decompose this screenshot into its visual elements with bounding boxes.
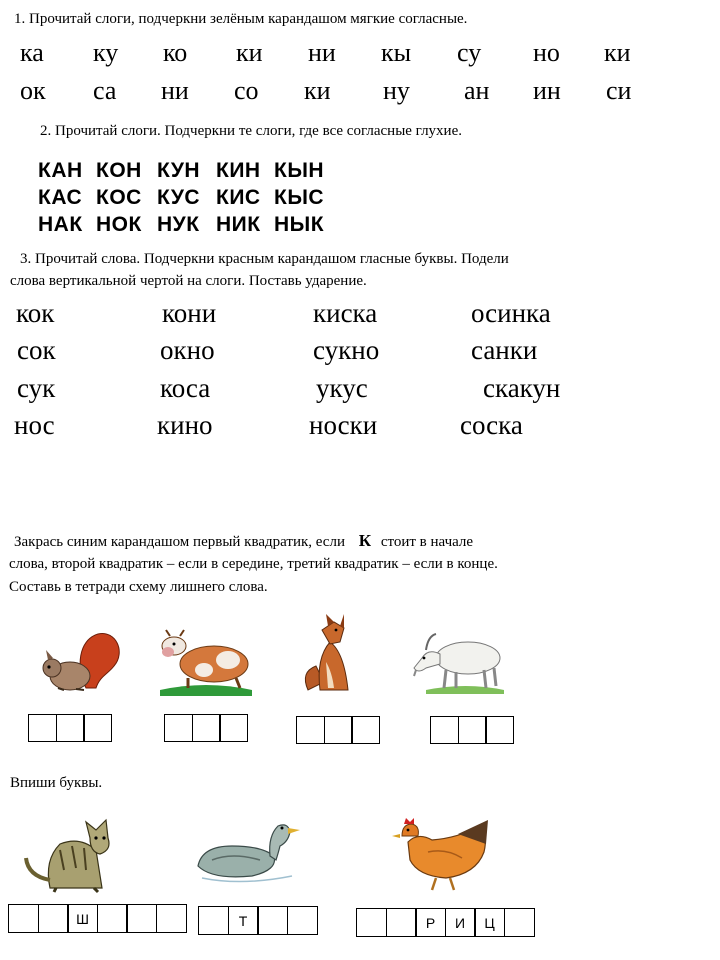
cat-letter-boxes xyxy=(8,904,185,932)
answer-box[interactable] xyxy=(83,714,112,742)
word: кок xyxy=(16,298,55,328)
answer-box[interactable] xyxy=(324,716,353,744)
word: сок xyxy=(17,335,56,365)
syllable: ин xyxy=(533,76,561,105)
word: укус xyxy=(316,373,368,403)
syllable-bold: НИК xyxy=(216,213,261,236)
syllable: ну xyxy=(383,76,410,105)
fox-boxes xyxy=(296,716,379,744)
syllable: ан xyxy=(464,76,490,105)
letter-box[interactable]: Р xyxy=(415,908,446,937)
hen-letter-boxes xyxy=(356,908,533,936)
task4-letter: К xyxy=(358,531,372,550)
syllable: си xyxy=(606,76,632,105)
word: соска xyxy=(460,410,523,440)
duck-picture xyxy=(192,816,302,886)
letter-box[interactable] xyxy=(386,908,417,937)
syllable-bold: КУС xyxy=(157,186,201,209)
word: киска xyxy=(313,298,378,328)
fox-picture xyxy=(300,612,362,694)
letter-box[interactable] xyxy=(156,904,187,933)
word: кино xyxy=(157,410,213,440)
word: осинка xyxy=(471,298,551,328)
squirrel-picture xyxy=(36,628,126,698)
word: носки xyxy=(309,410,378,440)
cat-picture xyxy=(20,810,120,892)
task4-instruction-line1 xyxy=(14,530,473,553)
syllable: ка xyxy=(20,38,44,67)
syllable-bold: КИН xyxy=(216,159,261,182)
syllable: ку xyxy=(93,38,119,67)
answer-box[interactable] xyxy=(56,714,85,742)
syllable: но xyxy=(533,38,560,67)
cow-boxes xyxy=(164,714,247,742)
task3-instruction-line1: 3. Прочитай слова. Подчеркни красным карандашом гласные буквы. Подели xyxy=(20,251,509,267)
task4-line1-suffix: стоит в начале xyxy=(380,534,474,550)
syllable-bold: КЫН xyxy=(274,159,325,182)
syllable: кы xyxy=(381,38,412,67)
letter-box[interactable]: И xyxy=(445,908,476,937)
duck-letter-boxes xyxy=(198,906,316,934)
answer-box[interactable] xyxy=(164,714,193,742)
answer-box[interactable] xyxy=(458,716,487,744)
syllable: со xyxy=(234,76,259,105)
syllable-bold: НЫК xyxy=(274,213,325,236)
letter-box[interactable]: Ш xyxy=(67,904,98,933)
answer-box[interactable] xyxy=(219,714,248,742)
letter-box[interactable] xyxy=(198,906,229,935)
letter-box[interactable]: Ц xyxy=(474,908,505,937)
word: коса xyxy=(160,373,211,403)
cow-picture xyxy=(156,624,256,696)
syllable: су xyxy=(457,38,482,67)
task5-instruction: Впиши буквы. xyxy=(10,775,103,791)
hen-picture xyxy=(388,812,498,894)
syllable: ки xyxy=(236,38,263,67)
answer-box[interactable] xyxy=(485,716,514,744)
letter-box[interactable] xyxy=(8,904,39,933)
answer-box[interactable] xyxy=(430,716,459,744)
syllable-bold: КИС xyxy=(216,186,261,209)
answer-box[interactable] xyxy=(351,716,380,744)
word: сук xyxy=(17,373,56,403)
syllable-bold: КЫС xyxy=(274,186,325,209)
syllable-bold: КОН xyxy=(96,159,142,182)
syllable-bold: НУК xyxy=(157,213,200,236)
word: скакун xyxy=(483,373,561,403)
task2-instruction: 2. Прочитай слоги. Подчеркни те слоги, где все согласные глухие. xyxy=(40,123,462,139)
syllable-bold: КАС xyxy=(38,186,83,209)
word: сукно xyxy=(313,335,380,365)
syllable: са xyxy=(93,76,117,105)
letter-box[interactable] xyxy=(38,904,69,933)
word: окно xyxy=(160,335,215,365)
task3-instruction-line2: слова вертикальной чертой на слоги. Поставь ударение. xyxy=(10,273,367,289)
task4-line1-prefix: Закрась синим карандашом первый квадратик, если xyxy=(14,534,345,550)
syllable-bold: НАК xyxy=(38,213,83,236)
word: санки xyxy=(471,335,538,365)
answer-box[interactable] xyxy=(296,716,325,744)
word: кони xyxy=(162,298,217,328)
squirrel-boxes xyxy=(28,714,111,742)
letter-box[interactable] xyxy=(356,908,387,937)
syllable-bold: КОС xyxy=(96,186,142,209)
letter-box[interactable] xyxy=(97,904,128,933)
task4-instruction-line3: Составь в тетради схему лишнего слова. xyxy=(9,579,268,595)
syllable: ки xyxy=(304,76,331,105)
letter-box[interactable] xyxy=(257,906,288,935)
letter-box[interactable] xyxy=(126,904,157,933)
answer-box[interactable] xyxy=(28,714,57,742)
syllable: ки xyxy=(604,38,631,67)
letter-box[interactable] xyxy=(504,908,535,937)
goat-boxes xyxy=(430,716,513,744)
syllable: ок xyxy=(20,76,46,105)
task1-instruction: 1. Прочитай слоги, подчеркни зелёным карандашом мягкие согласные. xyxy=(14,11,468,27)
word: нос xyxy=(14,410,55,440)
syllable-bold: НОК xyxy=(96,213,142,236)
syllable: ко xyxy=(163,38,188,67)
syllable-bold: КАН xyxy=(38,159,83,182)
syllable-bold: КУН xyxy=(157,159,201,182)
syllable: ни xyxy=(161,76,189,105)
syllable: ни xyxy=(308,38,336,67)
letter-box[interactable]: Т xyxy=(228,906,259,935)
goat-picture xyxy=(406,624,506,694)
letter-box[interactable] xyxy=(287,906,318,935)
task4-instruction-line2: слова, второй квадратик – если в середине, третий квадратик – если в конце. xyxy=(9,556,498,572)
answer-box[interactable] xyxy=(192,714,221,742)
